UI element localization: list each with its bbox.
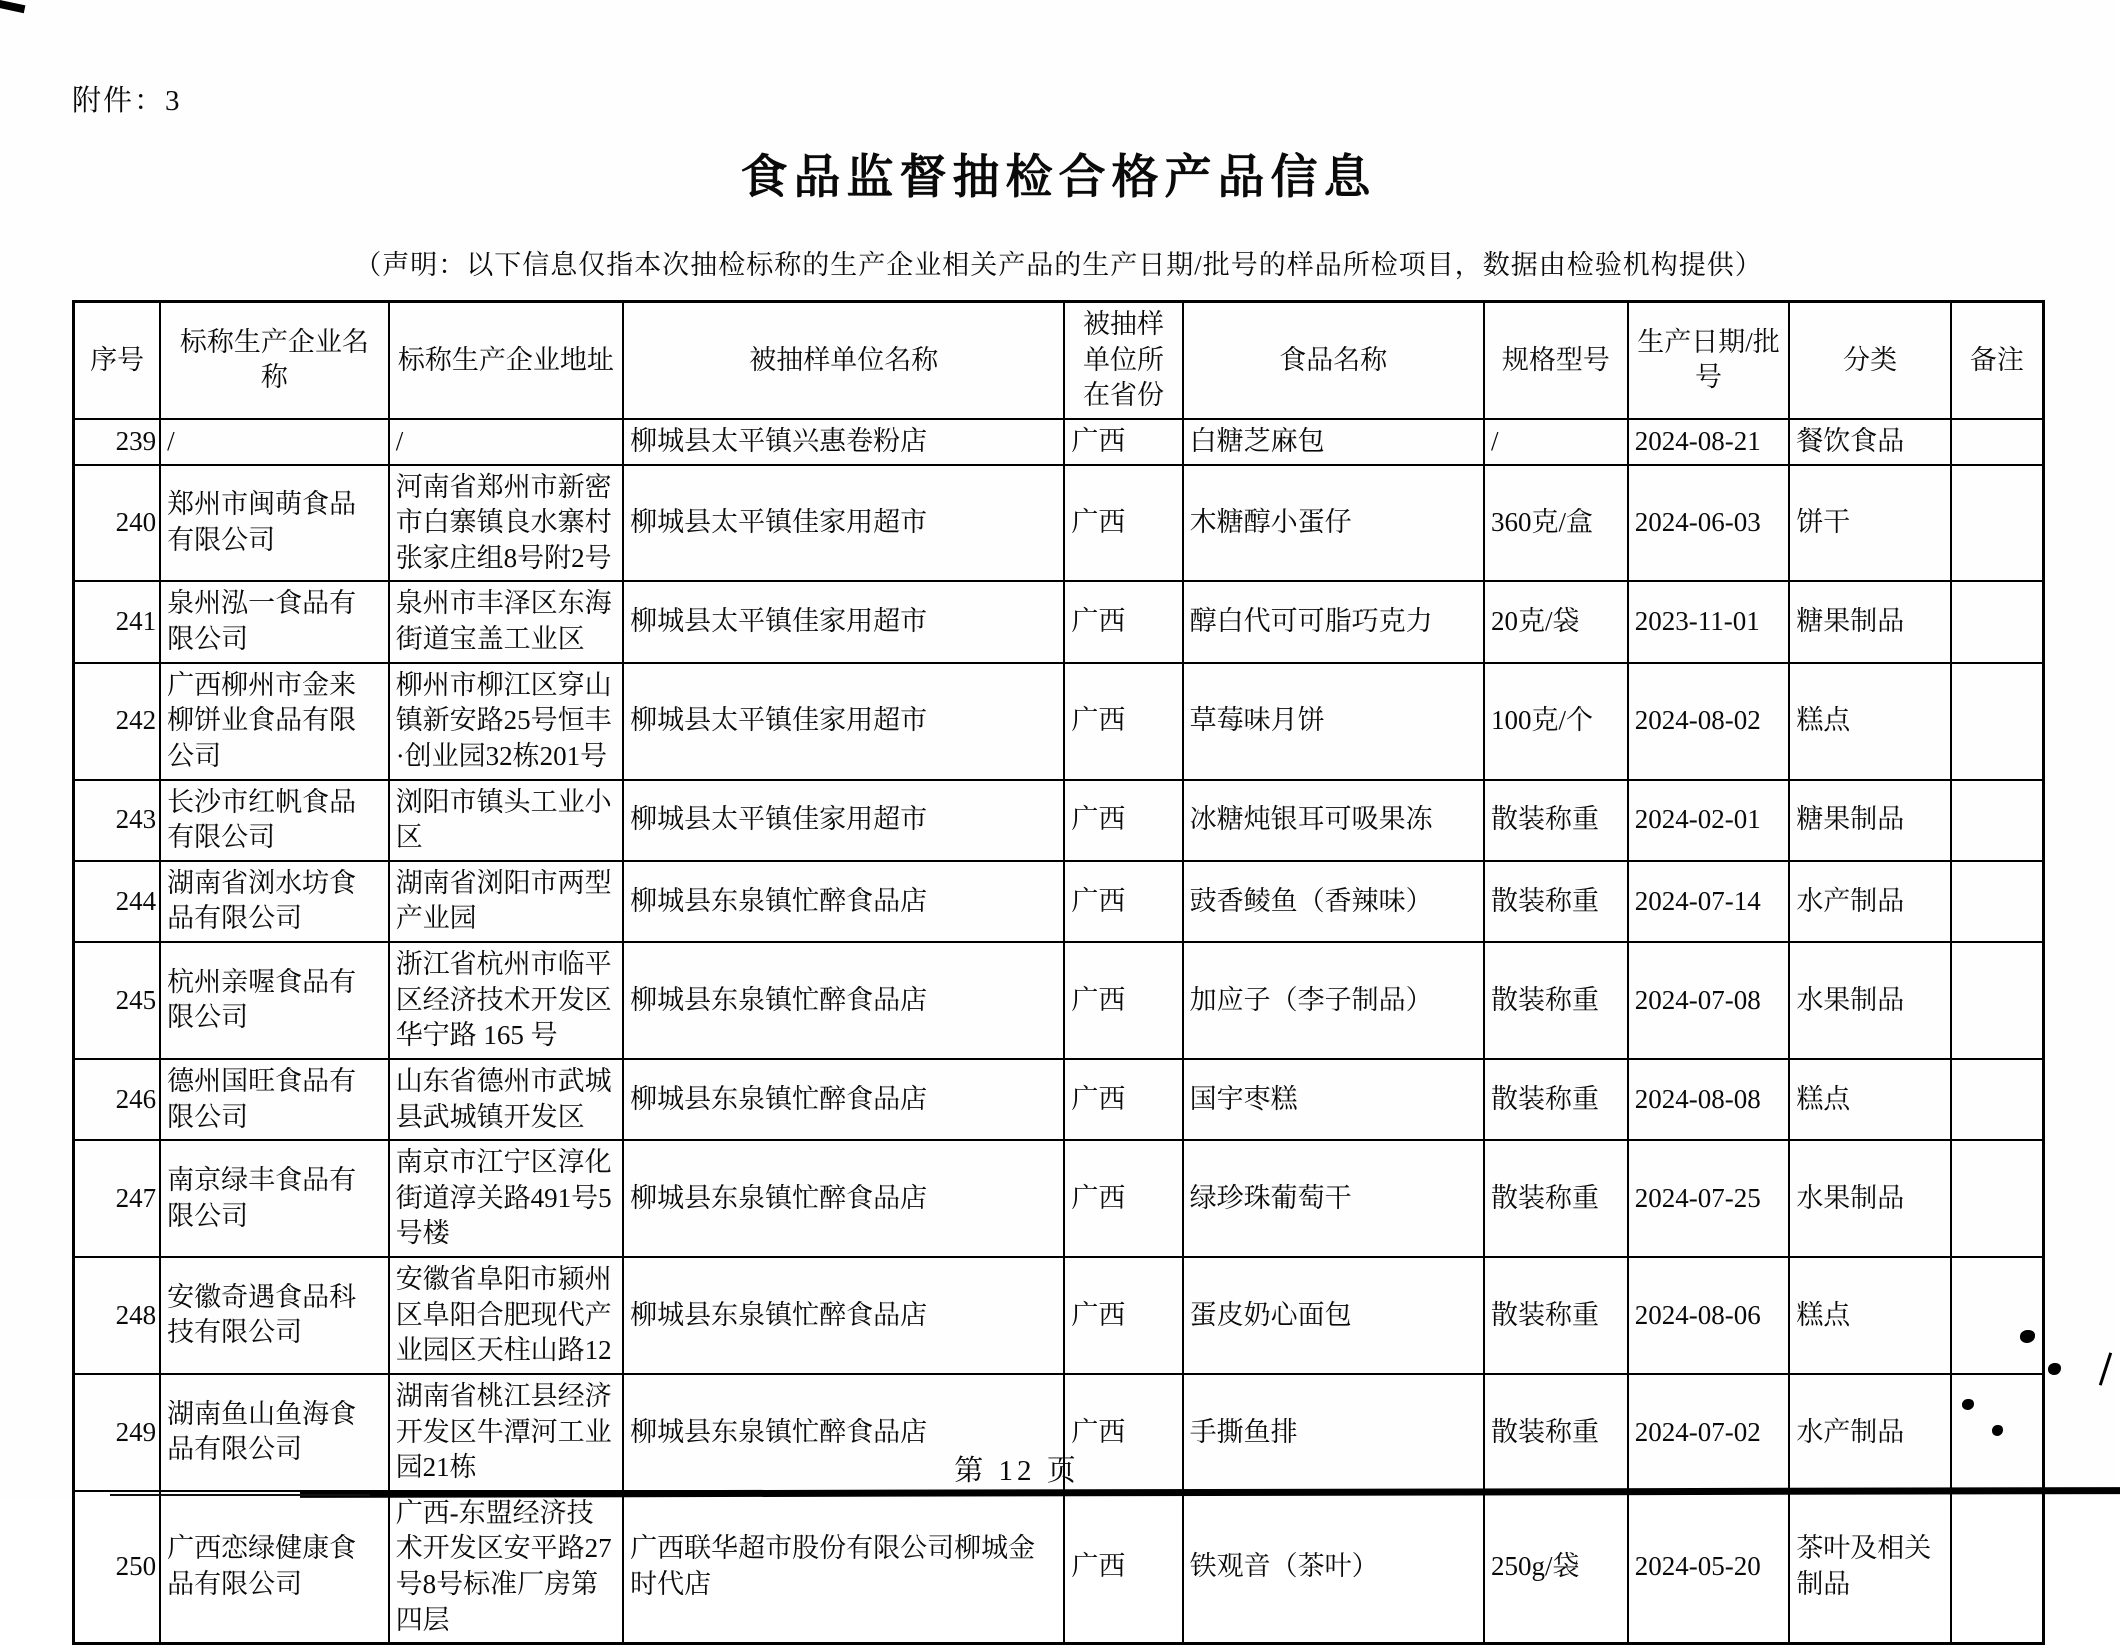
ink-stroke xyxy=(2099,1352,2112,1385)
table-cell: 国宇枣糕 xyxy=(1183,1059,1484,1140)
table-cell: 长沙市红帆食品有限公司 xyxy=(160,780,389,861)
table-row xyxy=(74,1491,2044,1644)
column-header: 备注 xyxy=(1951,302,2044,419)
table-cell: 广西恋绿健康食品有限公司 xyxy=(160,1491,389,1644)
table-cell: 白糖芝麻包 xyxy=(1183,419,1484,465)
ink-speck xyxy=(2048,1363,2061,1375)
table-cell: 湖南省浏阳市两型产业园 xyxy=(389,861,623,942)
table-cell: 2024-08-02 xyxy=(1628,663,1790,780)
table-cell: 249 xyxy=(74,1374,161,1491)
table-cell: 浏阳市镇头工业小区 xyxy=(389,780,623,861)
table-cell: 手撕鱼排 xyxy=(1183,1374,1484,1491)
table-cell: 糕点 xyxy=(1789,1257,1951,1374)
table-row xyxy=(74,861,2044,942)
table-cell: 散装称重 xyxy=(1484,861,1628,942)
table-cell: 广西 xyxy=(1064,1374,1182,1491)
table-cell: / xyxy=(1484,419,1628,465)
table-cell: 广西 xyxy=(1064,1140,1182,1257)
disclaimer-text: （声明：以下信息仅指本次抽检标称的生产企业相关产品的生产日期/批号的样品所检项目，数据由检验机构提供） xyxy=(354,250,1763,280)
table-row xyxy=(74,942,2044,1059)
table-cell: 2024-07-08 xyxy=(1628,942,1790,1059)
column-header: 被抽样单位名称 xyxy=(623,302,1064,419)
table-cell xyxy=(1951,942,2044,1059)
table-cell xyxy=(1951,1140,2044,1257)
table-cell: 糕点 xyxy=(1789,663,1951,780)
table-cell: 100克/个 xyxy=(1484,663,1628,780)
table-cell: 浙江省杭州市临平区经济技术开发区华宁路 165 号 xyxy=(389,942,623,1059)
table-cell: 广西联华超市股份有限公司柳城金时代店 xyxy=(623,1491,1064,1644)
table-cell: 2024-08-21 xyxy=(1628,419,1790,465)
table-cell: 柳城县东泉镇忙醉食品店 xyxy=(623,942,1064,1059)
column-header: 生产日期/批号 xyxy=(1628,302,1790,419)
table-cell: 柳城县东泉镇忙醉食品店 xyxy=(623,861,1064,942)
table-cell: 郑州市闽萌食品有限公司 xyxy=(160,465,389,582)
table-cell: 柳城县太平镇佳家用超市 xyxy=(623,780,1064,861)
table-cell: 2024-08-06 xyxy=(1628,1257,1790,1374)
table-cell: 2024-02-01 xyxy=(1628,780,1790,861)
table-cell: 水产制品 xyxy=(1789,1374,1951,1491)
table-cell: 广西 xyxy=(1064,942,1182,1059)
table-cell: 糕点 xyxy=(1789,1059,1951,1140)
table-cell: 糖果制品 xyxy=(1789,780,1951,861)
table-cell: 广西柳州市金来柳饼业食品有限公司 xyxy=(160,663,389,780)
table-cell: 南京绿丰食品有限公司 xyxy=(160,1140,389,1257)
table-cell: 湖南省桃江县经济开发区牛潭河工业园21栋 xyxy=(389,1374,623,1491)
scan-artifact-corner xyxy=(0,0,25,13)
table-cell: 泉州市丰泽区东海街道宝盖工业区 xyxy=(389,581,623,662)
table-cell: 柳城县太平镇佳家用超市 xyxy=(623,663,1064,780)
table-cell: 250 xyxy=(74,1491,161,1644)
column-header: 标称生产企业名称 xyxy=(160,302,389,419)
table-cell: 2024-06-03 xyxy=(1628,465,1790,582)
table-cell: 散装称重 xyxy=(1484,1140,1628,1257)
column-header: 规格型号 xyxy=(1484,302,1628,419)
table-row xyxy=(74,1257,2044,1374)
table-cell: 湖南省浏水坊食品有限公司 xyxy=(160,861,389,942)
header-row xyxy=(74,302,2044,419)
table-cell xyxy=(1951,861,2044,942)
table-cell: 241 xyxy=(74,581,161,662)
table-cell: 2024-08-08 xyxy=(1628,1059,1790,1140)
table-cell: 广西 xyxy=(1064,780,1182,861)
table-row xyxy=(74,465,2044,582)
table-cell: 冰糖炖银耳可吸果冻 xyxy=(1183,780,1484,861)
table-cell: 广西 xyxy=(1064,581,1182,662)
table-cell: 2024-05-20 xyxy=(1628,1491,1790,1644)
table-row xyxy=(74,1140,2044,1257)
table-row xyxy=(74,581,2044,662)
table-cell: 广西 xyxy=(1064,861,1182,942)
table-cell: 广西 xyxy=(1064,1257,1182,1374)
table-cell xyxy=(1951,1059,2044,1140)
table-cell: 南京市江宁区淳化街道淳关路491号5号楼 xyxy=(389,1140,623,1257)
table-cell xyxy=(1951,780,2044,861)
table-cell: 山东省德州市武城县武城镇开发区 xyxy=(389,1059,623,1140)
table-cell: 柳州市柳江区穿山镇新安路25号恒丰·创业园32栋201号 xyxy=(389,663,623,780)
table-cell: 木糖醇小蛋仔 xyxy=(1183,465,1484,582)
page-title: 食品监督抽检合格产品信息 xyxy=(740,152,1377,204)
table-cell: 水果制品 xyxy=(1789,942,1951,1059)
column-header: 被抽样单位所在省份 xyxy=(1064,302,1182,419)
column-header: 分类 xyxy=(1789,302,1951,419)
table-cell: 245 xyxy=(74,942,161,1059)
table-cell: 德州国旺食品有限公司 xyxy=(160,1059,389,1140)
table-cell: 2024-07-25 xyxy=(1628,1140,1790,1257)
table-cell: 2023-11-01 xyxy=(1628,581,1790,662)
table-cell: 20克/袋 xyxy=(1484,581,1628,662)
table-cell: / xyxy=(160,419,389,465)
table-cell: 柳城县太平镇佳家用超市 xyxy=(623,581,1064,662)
table-cell: 豉香鲮鱼（香辣味） xyxy=(1183,861,1484,942)
table-cell: 240 xyxy=(74,465,161,582)
table-cell: 散装称重 xyxy=(1484,1059,1628,1140)
table-cell: 铁观音（茶叶） xyxy=(1183,1491,1484,1644)
column-header: 食品名称 xyxy=(1183,302,1484,419)
table-cell: 250g/袋 xyxy=(1484,1491,1628,1644)
table-cell: 柳城县太平镇兴惠卷粉店 xyxy=(623,419,1064,465)
column-header: 标称生产企业地址 xyxy=(389,302,623,419)
table-cell: 247 xyxy=(74,1140,161,1257)
column-header: 序号 xyxy=(74,302,161,419)
table-cell: 柳城县东泉镇忙醉食品店 xyxy=(623,1374,1064,1491)
table-header xyxy=(74,302,2044,419)
table-cell: 醇白代可可脂巧克力 xyxy=(1183,581,1484,662)
table-cell: 244 xyxy=(74,861,161,942)
table-cell: 饼干 xyxy=(1789,465,1951,582)
table-cell: 2024-07-14 xyxy=(1628,861,1790,942)
table-cell: 散装称重 xyxy=(1484,780,1628,861)
table-cell xyxy=(1951,663,2044,780)
table-cell: 散装称重 xyxy=(1484,1257,1628,1374)
table-cell: 柳城县东泉镇忙醉食品店 xyxy=(623,1140,1064,1257)
table-cell: 糖果制品 xyxy=(1789,581,1951,662)
table-cell: 柳城县太平镇佳家用超市 xyxy=(623,465,1064,582)
table-cell: 餐饮食品 xyxy=(1789,419,1951,465)
table-cell: 散装称重 xyxy=(1484,1374,1628,1491)
attachment-label: 附件：3 xyxy=(72,85,182,117)
table-cell: 蛋皮奶心面包 xyxy=(1183,1257,1484,1374)
table-cell: 360克/盒 xyxy=(1484,465,1628,582)
table-cell: 杭州亲喔食品有限公司 xyxy=(160,942,389,1059)
table-cell: 2024-07-02 xyxy=(1628,1374,1790,1491)
table-cell: 广西 xyxy=(1064,1059,1182,1140)
scan-artifact-bottom-line xyxy=(110,1494,370,1496)
table-cell: 河南省郑州市新密市白寨镇良水寨村张家庄组8号附2号 xyxy=(389,465,623,582)
table-cell: 安徽奇遇食品科技有限公司 xyxy=(160,1257,389,1374)
table-cell: 242 xyxy=(74,663,161,780)
table-cell: 柳城县东泉镇忙醉食品店 xyxy=(623,1257,1064,1374)
table-row xyxy=(74,419,2044,465)
table-cell: 湖南鱼山鱼海食品有限公司 xyxy=(160,1374,389,1491)
table-cell xyxy=(1951,465,2044,582)
table-cell: 水产制品 xyxy=(1789,861,1951,942)
table-cell: / xyxy=(389,419,623,465)
table-cell: 246 xyxy=(74,1059,161,1140)
table-cell: 广西 xyxy=(1064,1491,1182,1644)
table-cell: 广西 xyxy=(1064,465,1182,582)
table-cell: 239 xyxy=(74,419,161,465)
table-row xyxy=(74,1059,2044,1140)
table-cell: 243 xyxy=(74,780,161,861)
table-cell: 安徽省阜阳市颍州区阜阳合肥现代产业园区天柱山路12 xyxy=(389,1257,623,1374)
table-cell xyxy=(1951,581,2044,662)
table-cell: 248 xyxy=(74,1257,161,1374)
table-row xyxy=(74,780,2044,861)
table-cell: 广西 xyxy=(1064,419,1182,465)
table-cell: 加应子（李子制品） xyxy=(1183,942,1484,1059)
table-cell: 绿珍珠葡萄干 xyxy=(1183,1140,1484,1257)
table-cell: 广西 xyxy=(1064,663,1182,780)
table-cell: 柳城县东泉镇忙醉食品店 xyxy=(623,1059,1064,1140)
table-row xyxy=(74,663,2044,780)
products-table xyxy=(72,300,2045,1645)
table-cell: 水果制品 xyxy=(1789,1140,1951,1257)
table-cell: 草莓味月饼 xyxy=(1183,663,1484,780)
table-cell: 散装称重 xyxy=(1484,942,1628,1059)
table-cell: 泉州泓一食品有限公司 xyxy=(160,581,389,662)
table-cell xyxy=(1951,1257,2044,1374)
table-container xyxy=(72,300,2045,1645)
page-number: 第 12 页 xyxy=(954,1455,1080,1487)
table-cell: 广西-东盟经济技术开发区安平路27号8号标准厂房第四层 xyxy=(389,1491,623,1644)
table-cell xyxy=(1951,419,2044,465)
table-cell xyxy=(1951,1491,2044,1644)
table-cell: 茶叶及相关制品 xyxy=(1789,1491,1951,1644)
